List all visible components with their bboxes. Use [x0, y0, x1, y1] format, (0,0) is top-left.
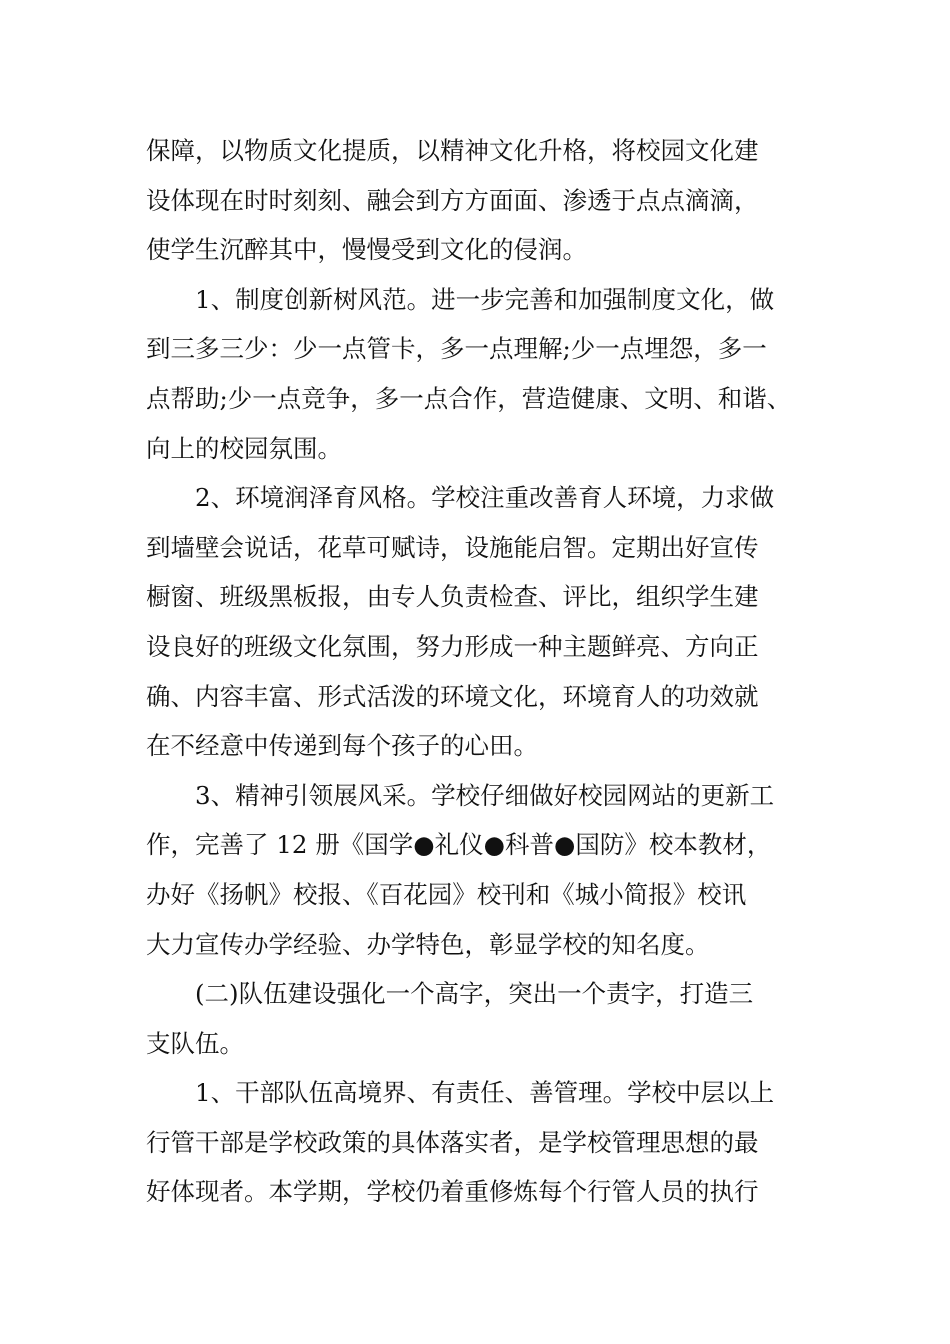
text-line: 点帮助;少一点竞争，多一点合作，营造健康、文明、和谐、: [146, 383, 792, 413]
text-line: 设体现在时时刻刻、融会到方方面面、渗透于点点滴滴，: [146, 185, 759, 215]
text-line: 在不经意中传递到每个孩子的心田。: [146, 731, 538, 761]
text-line: 设良好的班级文化氛围，努力形成一种主题鲜亮、方向正: [146, 631, 759, 661]
text-line: 到三多三少：少一点管卡，多一点理解;少一点埋怨，多一: [146, 334, 767, 364]
text-line: 橱窗、班级黑板报，由专人负责检查、评比，组织学生建: [146, 582, 759, 612]
text-line: 大力宣传办学经验、办学特色，彰显学校的知名度。: [146, 929, 710, 959]
document-body-text: [146, 126, 826, 1217]
paragraph-first-line: (二)队伍建设强化一个高字，突出一个责字，打造三: [195, 979, 754, 1009]
text-line: 向上的校园氛围。: [146, 433, 342, 463]
text-line: 保障，以物质文化提质，以精神文化升格，将校园文化建: [146, 136, 759, 165]
text-line: 确、内容丰富、形式活泼的环境文化，环境育人的功效就: [146, 681, 759, 711]
paragraph-first-line: 1、制度创新树风范。进一步完善和加强制度文化，做: [195, 284, 775, 314]
text-line: 行管干部是学校政策的具体落实者，是学校管理思想的最: [146, 1127, 759, 1157]
text-line: 支队伍。: [146, 1028, 244, 1058]
paragraph-first-line: 1、干部队伍高境界、有责任、善管理。学校中层以上: [195, 1078, 775, 1108]
text-line: 好体现者。本学期，学校仍着重修炼每个行管人员的执行: [146, 1177, 759, 1207]
paragraph-first-line: 3、精神引领展风采。学校仔细做好校园网站的更新工: [195, 780, 775, 810]
text-line: 使学生沉醉其中，慢慢受到文化的侵润。: [146, 235, 587, 265]
text-line: 办好《扬帆》校报、《百花园》校刊和《城小简报》校讯: [146, 879, 747, 909]
text-line: 到墙壁会说话，花草可赋诗，设施能启智。定期出好宣传: [146, 532, 759, 562]
text-line: 作，完善了 12 册《国学●礼仪●科普●国防》校本教材，: [146, 830, 772, 860]
paragraph-first-line: 2、环境润泽育风格。学校注重改善育人环境，力求做: [195, 483, 775, 513]
